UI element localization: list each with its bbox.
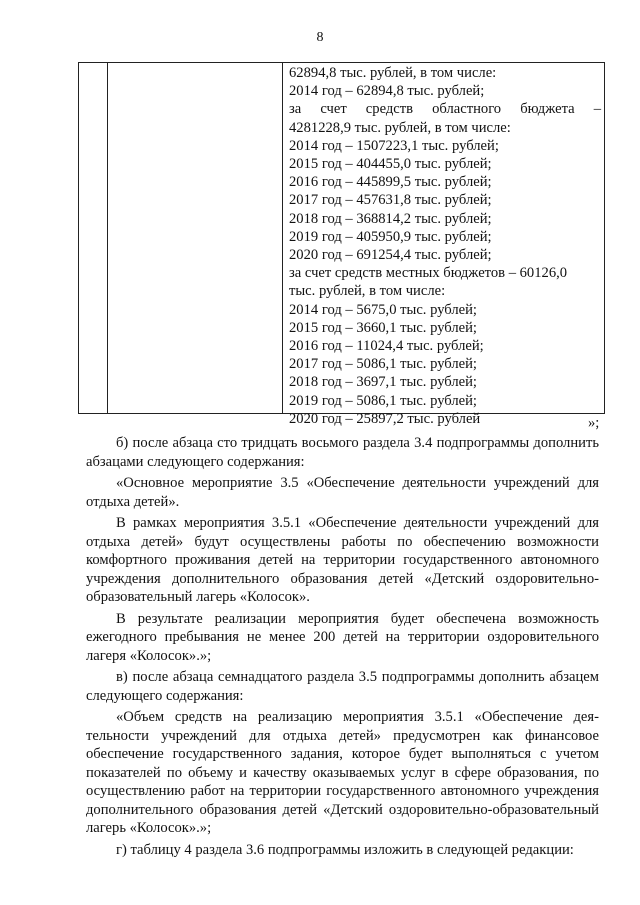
funding-line: 2018 год – 3697,1 тыс. рублей; (289, 374, 477, 391)
paragraph-event-works: В рамках мероприятия 3.5.1 «Обеспечение деятельности учреждений для отдыха детей» будут осуществлены работы по обеспечению возможности комфортного проживания детей на территории государственного автономного учреждения дополнительного образования детей «Детский оздоровительно-образовательный лагерь «Колосок». (86, 515, 599, 605)
funding-line: 2017 год – 457631,8 тыс. рублей; (289, 192, 492, 209)
funding-line: 2016 год – 11024,4 тыс. рублей; (289, 338, 484, 355)
funding-line: 2014 год – 62894,8 тыс. рублей; (289, 83, 485, 100)
funding-line: 2016 год – 445899,5 тыс. рублей; (289, 174, 492, 191)
funding-line: 2014 год – 1507223,1 тыс. рублей; (289, 137, 499, 154)
funding-line: за счет средств областного бюджета – (289, 101, 601, 118)
paragraph-b: б) после абзаца сто тридцать восьмого раздела 3.4 подпрограммы дополнить абзацами следующего содержания: (86, 435, 599, 470)
paragraph-g: г) таблицу 4 раздела 3.6 подпрограммы изложить в следующей редакции: (116, 841, 574, 858)
funding-line: 2019 год – 405950,9 тыс. рублей; (289, 228, 492, 245)
page-number: 8 (316, 30, 324, 45)
closing-quote-mark: »; (588, 415, 600, 431)
funding-line: 2015 год – 404455,0 тыс. рублей; (289, 156, 492, 173)
funding-line: 2020 год – 691254,4 тыс. рублей; (289, 247, 492, 264)
funding-line: за счет средств местных бюджетов – 60126,0 (289, 265, 568, 282)
funding-line: 2014 год – 5675,0 тыс. рублей; (289, 301, 477, 318)
paragraph-v: в) после абзаца семнадцатого раздела 3.5 подпрограммы дополнить абзацем следующего содержания: (86, 669, 599, 704)
funding-table (78, 62, 605, 427)
funding-line: 2017 год – 5086,1 тыс. рублей; (289, 356, 477, 373)
paragraph-funding-volume: «Объем средств на реализацию мероприятия 3.5.1 «Обеспечение деятельности учреждений для отдыха детей» предусмотрен как финансовое обеспечение государственного задания, которое будет выполняться с учетом показателей по объему и качеству оказываемых услуг в сфере образования, по осуществлению работ на территории государственного автономного учреждения дополнительного образования детей «Детский оздоровительно-образовательный лагерь «Колосок».»; (86, 709, 599, 836)
funding-line: 2015 год – 3660,1 тыс. рублей; (289, 319, 477, 336)
table-column-divider (107, 63, 108, 413)
funding-line: 62894,8 тыс. рублей, в том числе: (289, 65, 497, 81)
table-column-divider (282, 63, 283, 413)
funding-line: 4281228,9 тыс. рублей, в том числе: (289, 119, 511, 136)
funding-line: тыс. рублей, в том числе: (289, 283, 446, 300)
funding-line: 2018 год – 368814,2 тыс. рублей; (289, 210, 492, 227)
funding-line: 2020 год – 25897,2 тыс. рублей (289, 410, 481, 427)
funding-cell (289, 64, 601, 428)
document-body (86, 434, 599, 859)
paragraph-event-result: В результате реализации мероприятия будет обеспечена возможность ежегодного пребывания не менее 200 детей на территории оздоровительного лагеря «Колосок».»; (86, 610, 599, 664)
paragraph-main-event: «Основное мероприятие 3.5 «Обеспечение деятельности учреждений для отдыха детей». (86, 475, 599, 510)
funding-line: 2019 год – 5086,1 тыс. рублей; (289, 392, 477, 409)
